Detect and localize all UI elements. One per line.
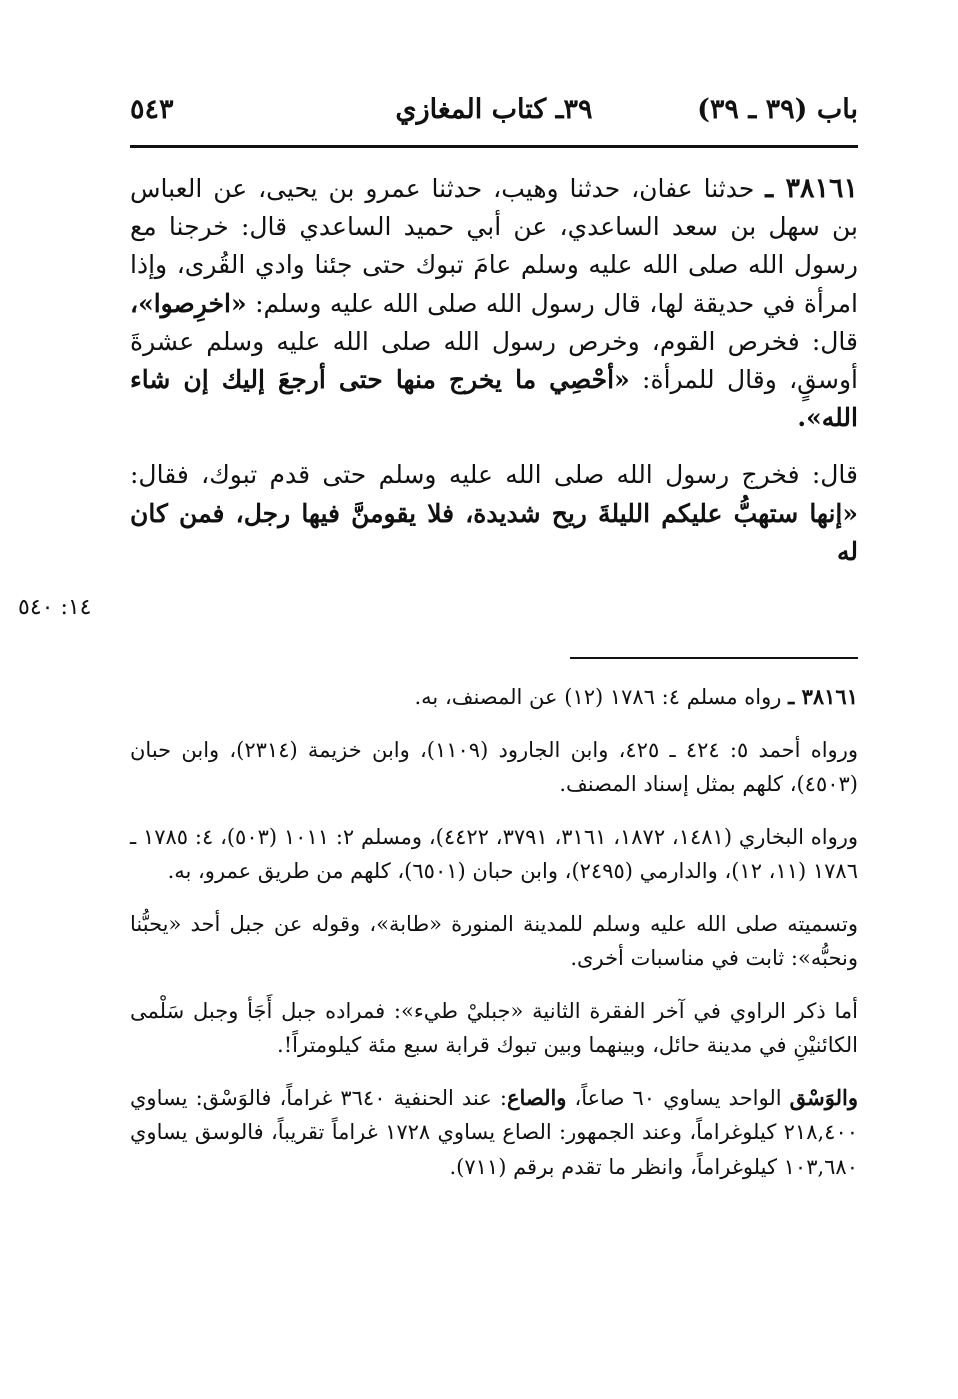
term-saa: والصاع [506, 1084, 567, 1110]
footnote-1 [130, 680, 858, 715]
hadith-text-2: قال: فخرص القوم، وخرص رسول الله صلى الله عليه وسلم عشرةَ أوسقٍ، وقال للمرأة: [130, 326, 858, 395]
footnote-5: أما ذكر الراوي في آخر الفقرة الثانية «جبليْ طيء»: فمراده جبل أَجَأ وجبل سَلْمى الكائنيْنِ في مدينة حائل، وبينهما وبين تبوك قرابة سبع مئة كيلومتراً!. [130, 998, 858, 1057]
footnote-6-text-1: الواحد يساوي ٦٠ صاعاً، [574, 1085, 782, 1110]
footnotes [130, 680, 858, 1184]
hadith-paragraph-2 [130, 456, 858, 571]
footnote-6 [130, 1081, 858, 1185]
hadith-body [130, 170, 858, 571]
margin-reference: ١٤: ٥٤٠ [18, 595, 92, 620]
footnote-4: وتسميته صلى الله عليه وسلم للمدينة المنورة «طابة»، وقوله عن جبل أحد «يحبُّنا ونحبُّه»: ثابت في مناسبات أخرى. [130, 911, 858, 970]
footnote-2: ورواه أحمد ٥: ٤٢٤ ـ ٤٢٥، وابن الجارود (١١٠٩)، وابن خزيمة (٢٣١٤)، وابن حبان (٤٥٠٣)، كلهم بمثل إسناد المصنف. [130, 737, 858, 796]
hadith-quote-1: «اخرِصوا»، [130, 288, 247, 318]
hadith-text-1: حدثنا عفان، حدثنا وهيب، حدثنا عمرو بن يحيى، عن العباس بن سهل بن سعد الساعدي، عن أبي حميد الساعدي قال: خرجنا مع رسول الله صلى الله عليه وسلم عامَ تبوك حتى جئنا وادي القُرى، وإذا امرأة في حديقة لها، قال رسول الله صلى الله عليه وسلم: [130, 174, 859, 318]
footnote-6-text-2: : عند الحنفية ٣٦٤٠ غراماً، فالوَسْق: يساوي ٢١٨,٤٠٠ كيلوغراماً، وعند الجمهور: الصاع يساوي ١٧٢٨ غراماً تقريباً، فالوسق يساوي ١٠٣,٦٨٠ كيلوغراماً، وانظر ما تقدم برقم (٧١١). [130, 1085, 859, 1179]
chapter-label: باب (٣٩ ـ ٣٩) [697, 94, 858, 125]
hadith-paragraph-1 [130, 170, 858, 437]
page-number: ٥٤٣ [130, 94, 174, 125]
header-rule [130, 145, 858, 148]
footnote-rule [570, 657, 858, 659]
book-title: ٣٩ـ كتاب المغازي [395, 94, 593, 125]
page-header [130, 88, 858, 132]
footnote-3: ورواه البخاري (١٤٨١، ١٨٧٢، ٣١٦١، ٣٧٩١، ٤٤٢٢)، ومسلم ٢: ١٠١١ (٥٠٣)، ٤: ١٧٨٥ ـ ١٧٨٦ (١١، ١٢)، والدارمي (٢٤٩٥)، وابن حبان (٦٥٠١)، كلهم من طريق عمرو، به. [130, 824, 859, 883]
term-wasq: والوَسْق [789, 1084, 858, 1110]
footnote-number: ٣٨١٦١ ـ [788, 684, 858, 709]
footnote-1-text: رواه مسلم ٤: ١٧٨٦ (١٢) عن المصنف، به. [414, 685, 782, 709]
hadith-quote-3: «إنها ستهبُّ عليكم الليلةَ ريح شديدة، فلا يقومنَّ فيها رجل، فمن كان له [130, 498, 858, 566]
hadith-text-3: قال: فخرج رسول الله صلى الله عليه وسلم حتى قدم تبوك، فقال: [130, 460, 858, 490]
hadith-number: ٣٨١٦١ ـ [765, 173, 859, 204]
hadith-quote-2: «أحْصِي ما يخرج منها حتى أرجعَ إليك إن شاء الله». [130, 365, 858, 433]
